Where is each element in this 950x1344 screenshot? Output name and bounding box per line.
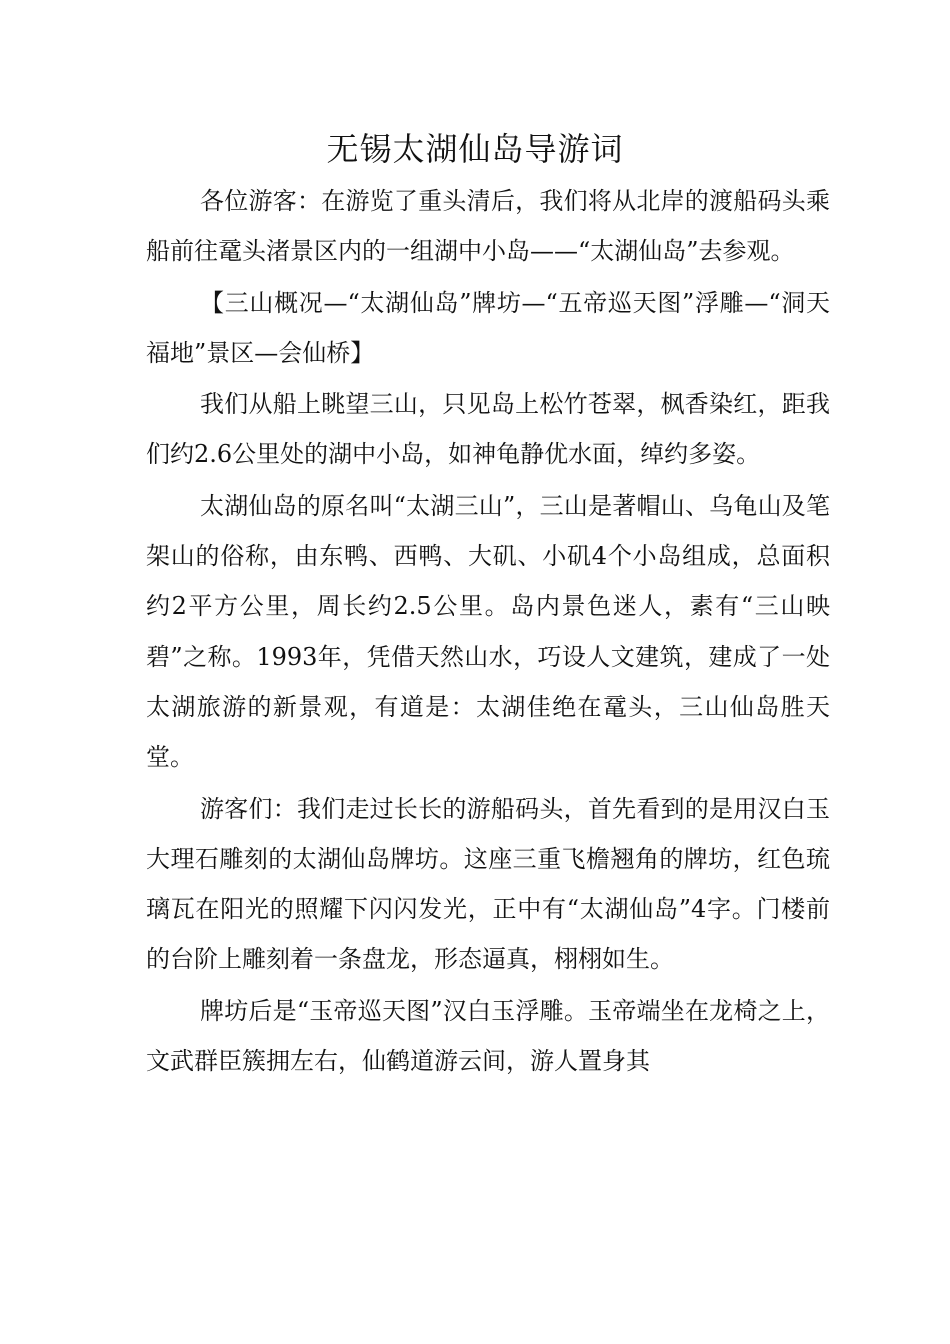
paragraph-island-overview: 太湖仙岛的原名叫“太湖三山”，三山是著帽山、乌龟山及笔架山的俗称，由东鸭、西鸭、大矶、小矶4个小岛组成，总面积约2平方公里，周长约2.5公里。岛内景色迷人，素有“三山映碧”之称。1993年，凭借天然山水，巧设人文建筑，建成了一处太湖旅游的新景观，有道是：太湖佳绝在鼋头，三山仙岛胜天堂。	[146, 491, 830, 772]
document-body	[146, 176, 830, 1087]
paragraph-route-outline: 【三山概况—“太湖仙岛”牌坊—“五帝巡天图”浮雕—“洞天福地”景区—会仙桥】	[146, 288, 830, 367]
paragraph-view-from-boat: 我们从船上眺望三山，只见岛上松竹苍翠，枫香染红，距我们约2.6公里处的湖中小岛，如神龟静优水面，绰约多姿。	[146, 390, 830, 469]
paragraph-intro: 各位游客：在游览了重头清后，我们将从北岸的渡船码头乘船前往鼋头渚景区内的一组湖中小岛——“太湖仙岛”去参观。	[146, 187, 830, 266]
document-title: 无锡太湖仙岛导游词	[326, 130, 624, 168]
paragraph-relief: 牌坊后是“玉帝巡天图”汉白玉浮雕。玉帝端坐在龙椅之上，文武群臣簇拥左右，仙鹤道游云间，游人置身其	[146, 996, 830, 1076]
paragraph-archway: 游客们：我们走过长长的游船码头，首先看到的是用汉白玉大理石雕刻的太湖仙岛牌坊。这座三重飞檐翘角的牌坊，红色琉璃瓦在阳光的照耀下闪闪发光，正中有“太湖仙岛”4字。门楼前的台阶上雕刻着一条盘龙，形态逼真，栩栩如生。	[146, 794, 830, 974]
